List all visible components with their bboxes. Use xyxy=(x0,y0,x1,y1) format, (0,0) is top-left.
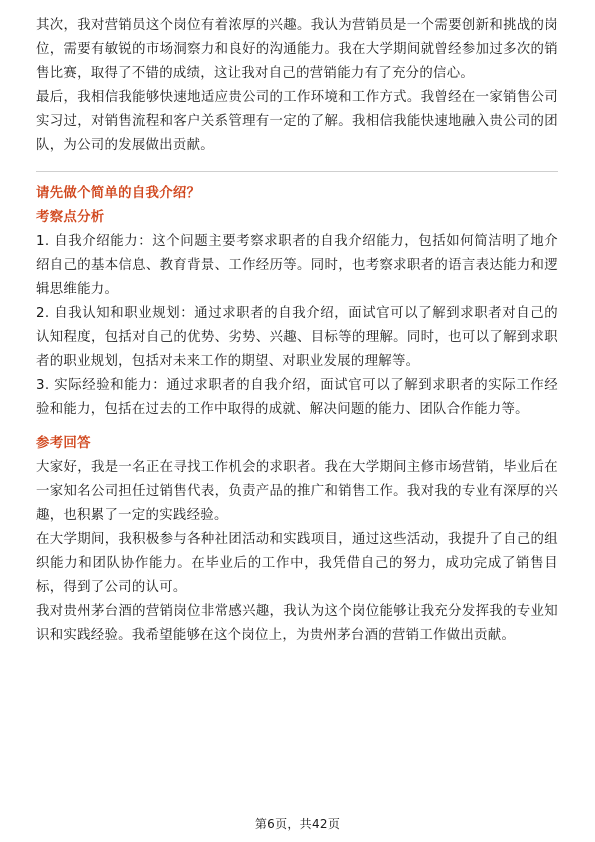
analysis-point: 3. 实际经验和能力：通过求职者的自我介绍，面试官可以了解到求职者的实际工作经验和能力，包括在过去的工作中取得的成就、解决问题的能力、团队合作能力等。 xyxy=(36,378,558,417)
intro-paragraph: 其次，我对营销员这个岗位有着浓厚的兴趣。我认为营销员是一个需要创新和挑战的岗位，需要有敏锐的市场洞察力和良好的沟通能力。我在大学期间就曾经参加过多次的销售比赛，取得了不错的成绩，这让我对自己的营销能力有了充分的信心。 xyxy=(36,18,558,81)
document-page xyxy=(36,14,558,648)
analysis-label: 考察点分析 xyxy=(36,210,105,225)
question-heading: 请先做个简单的自我介绍？ xyxy=(36,186,201,201)
answer-paragraph: 大家好，我是一名正在寻找工作机会的求职者。我在大学期间主修市场营销，毕业后在一家知名公司担任过销售代表，负责产品的推广和销售工作。我对我的专业有深厚的兴趣，也积累了一定的实践经验。 xyxy=(36,460,558,523)
section-divider xyxy=(36,171,558,172)
intro-paragraph: 最后，我相信我能够快速地适应贵公司的工作环境和工作方式。我曾经在一家销售公司实习过，对销售流程和客户关系管理有一定的了解。我相信我能快速地融入贵公司的团队，为公司的发展做出贡献。 xyxy=(36,90,558,153)
answer-label: 参考回答 xyxy=(36,436,91,451)
answer-paragraph: 在大学期间，我积极参与各种社团活动和实践项目，通过这些活动，我提升了自己的组织能力和团队协作能力。在毕业后的工作中，我凭借自己的努力，成功完成了销售目标，得到了公司的认可。 xyxy=(36,532,558,595)
page-number: 第6页，共42页 xyxy=(254,817,341,831)
answer-paragraph: 我对贵州茅台酒的营销岗位非常感兴趣，我认为这个岗位能够让我充分发挥我的专业知识和实践经验。我希望能够在这个岗位上，为贵州茅台酒的营销工作做出贡献。 xyxy=(36,604,558,643)
analysis-point: 1. 自我介绍能力：这个问题主要考察求职者的自我介绍能力，包括如何简洁明了地介绍自己的基本信息、教育背景、工作经历等。同时，也考察求职者的语言表达能力和逻辑思维能力。 xyxy=(36,234,558,297)
analysis-point: 2. 自我认知和职业规划：通过求职者的自我介绍，面试官可以了解到求职者对自己的认知程度，包括对自己的优势、劣势、兴趣、目标等的理解。同时，也可以了解到求职者的职业规划，包括对未来工作的期望、对职业发展的理解等。 xyxy=(36,306,558,369)
